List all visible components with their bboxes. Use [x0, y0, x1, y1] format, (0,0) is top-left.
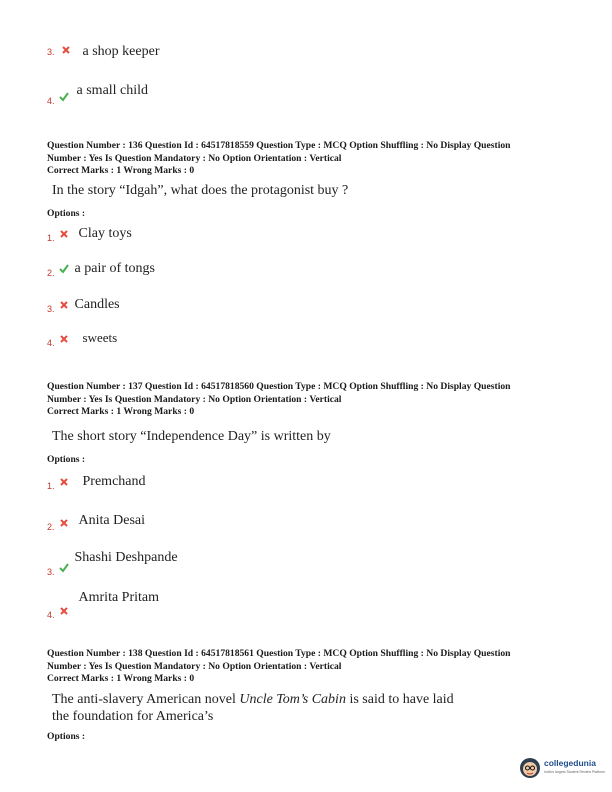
- option-number: 2.: [47, 268, 55, 278]
- option-3-prev: [47, 42, 159, 60]
- wrong-icon: [59, 518, 69, 528]
- option-4: [47, 329, 117, 347]
- option-number: 2.: [47, 522, 55, 532]
- wrong-icon: [59, 300, 69, 310]
- option-3: [47, 295, 120, 313]
- wrong-icon: [59, 334, 69, 344]
- option-text: a small child: [76, 83, 149, 98]
- option-text: Clay toys: [78, 226, 132, 241]
- check-icon: [59, 563, 69, 573]
- option-4: [47, 588, 160, 620]
- book-title: Uncle Tom’s Cabin: [239, 692, 346, 707]
- option-2: [47, 511, 145, 532]
- option-text: Amrita Pritam: [78, 590, 160, 605]
- options-label: Options :: [47, 454, 86, 465]
- wrong-icon: [59, 606, 69, 616]
- option-text: sweets: [82, 330, 118, 345]
- option-4-prev: [47, 81, 149, 106]
- option-text: a pair of tongs: [74, 261, 155, 276]
- marks-line: Correct Marks : 1 Wrong Marks : 0: [47, 673, 195, 684]
- marks-line: Correct Marks : 1 Wrong Marks : 0: [47, 165, 195, 176]
- option-1: [47, 472, 146, 490]
- option-text: Candles: [74, 297, 120, 312]
- question-text: [52, 691, 454, 725]
- option-number: 3.: [47, 47, 55, 57]
- option-number: 3.: [47, 304, 55, 314]
- mascot-icon: [519, 757, 541, 779]
- question-header: [47, 648, 587, 686]
- question-text-line: [52, 691, 454, 708]
- marks-line: Correct Marks : 1 Wrong Marks : 0: [47, 406, 195, 417]
- option-text: Premchand: [82, 474, 146, 489]
- text-segment: The anti-slavery American novel: [52, 692, 240, 707]
- question-text: The short story “Independence Day” is written by: [52, 429, 331, 444]
- option-1: [47, 224, 132, 242]
- question-header: [47, 140, 587, 178]
- question-text: In the story “Idgah”, what does the protagonist buy ?: [52, 183, 349, 198]
- header-line: Number : Yes Is Question Mandatory : No Option Orientation : Vertical: [47, 393, 342, 405]
- option-number: 4.: [47, 610, 55, 620]
- options-label: Options :: [47, 731, 86, 742]
- option-number: 4.: [47, 96, 55, 106]
- wrong-icon: [59, 229, 69, 239]
- text-segment: is said to have laid: [345, 692, 454, 707]
- option-text: Shashi Deshpande: [74, 550, 178, 565]
- option-number: 4.: [47, 338, 55, 348]
- wrong-icon: [59, 477, 69, 487]
- header-line: Question Number : 137 Question Id : 64517818560 Question Type : MCQ Option Shuffling : No Display Question: [47, 381, 511, 392]
- option-3: [47, 548, 178, 577]
- option-number: 1.: [47, 481, 55, 491]
- header-line: Number : Yes Is Question Mandatory : No Option Orientation : Vertical: [47, 152, 342, 164]
- option-text: a shop keeper: [82, 44, 160, 59]
- option-number: 3.: [47, 567, 55, 577]
- question-text-line: the foundation for America’s: [52, 709, 214, 724]
- collegedunia-logo: [519, 757, 606, 779]
- check-icon: [59, 92, 69, 102]
- question-header: [47, 381, 587, 419]
- option-number: 1.: [47, 233, 55, 243]
- option-text: Anita Desai: [78, 513, 145, 528]
- brand-tagline: India's largest Student Review Platform: [544, 770, 605, 774]
- option-2: [47, 259, 155, 277]
- wrong-icon: [61, 45, 71, 55]
- options-label: Options :: [47, 208, 86, 219]
- check-icon: [59, 264, 69, 274]
- brand-name: collegedunia: [544, 758, 596, 768]
- header-line: Question Number : 138 Question Id : 64517818561 Question Type : MCQ Option Shuffling : No Display Question: [47, 648, 511, 659]
- header-line: Question Number : 136 Question Id : 64517818559 Question Type : MCQ Option Shuffling : No Display Question: [47, 140, 511, 151]
- header-line: Number : Yes Is Question Mandatory : No Option Orientation : Vertical: [47, 660, 342, 672]
